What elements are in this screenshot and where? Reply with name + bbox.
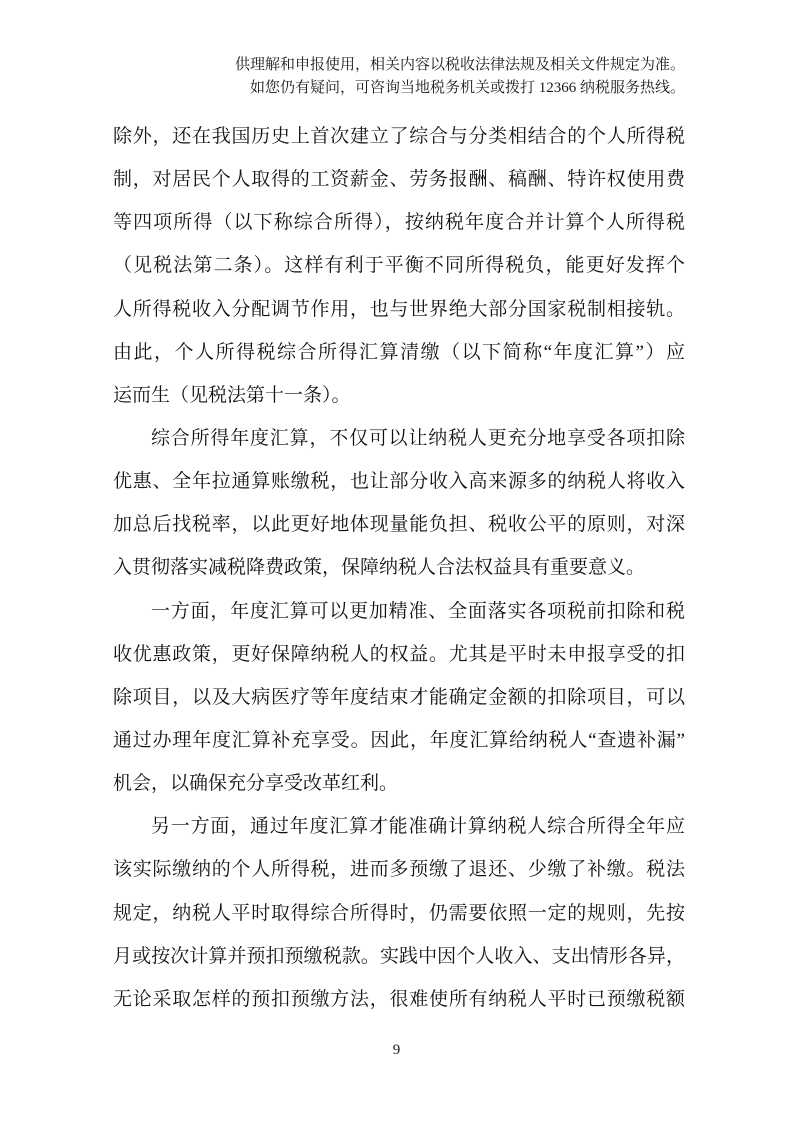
text-line: 除项目，以及大病医疗等年度结束才能确定金额的扣除项目，可以 <box>113 686 685 708</box>
header-line: 如您仍有疑问，可咨询当地税务机关或拨打 12366 纳税服务热线。 <box>249 80 685 96</box>
text-line: 运而生（见税法第十一条）。 <box>113 384 351 406</box>
text-line: 通过办理年度汇算补充享受。因此，年度汇算给纳税人“查遗补漏” <box>113 729 685 751</box>
text-line: 人所得税收入分配调节作用，也与世界绝大部分国家税制相接轨。 <box>113 298 685 320</box>
text-line: 一方面，年度汇算可以更加精准、全面落实各项税前扣除和税 <box>151 600 685 622</box>
text-line: 由此，个人所得税综合所得汇算清缴（以下简称“年度汇算”）应 <box>113 341 685 363</box>
text-line: 机会，以确保充分享受改革红利。 <box>113 773 399 795</box>
text-line: 规定，纳税人平时取得综合所得时，仍需要依照一定的规则，先按 <box>113 902 685 924</box>
text-line: 另一方面，通过年度汇算才能准确计算纳税人综合所得全年应 <box>151 816 685 838</box>
text-line: （见税法第二条）。这样有利于平衡不同所得税负，能更好发挥个 <box>113 255 685 277</box>
body-text <box>113 115 685 1021</box>
paragraph <box>113 805 685 1021</box>
paragraph <box>113 417 685 590</box>
text-line: 入贯彻落实减税降费政策，保障纳税人合法权益具有重要意义。 <box>113 557 646 579</box>
text-line: 综合所得年度汇算，不仅可以让纳税人更充分地享受各项扣除 <box>151 427 685 449</box>
header-line: 供理解和申报使用，相关内容以税收法律法规及相关文件规定为准。 <box>234 57 685 73</box>
paragraph <box>113 115 685 417</box>
page-number: 9 <box>392 1042 401 1058</box>
text-line: 月或按次计算并预扣预缴税款。实践中因个人收入、支出情形各异， <box>113 945 685 967</box>
paragraph <box>113 590 685 806</box>
text-line: 优惠、全年拉通算账缴税，也让部分收入高来源多的纳税人将收入 <box>113 471 685 493</box>
text-line: 无论采取怎样的预扣预缴方法，很难使所有纳税人平时已预缴税额 <box>113 988 685 1010</box>
text-line: 该实际缴纳的个人所得税，进而多预缴了退还、少缴了补缴。税法 <box>113 859 685 881</box>
text-line: 制，对居民个人取得的工资薪金、劳务报酬、稿酬、特许权使用费 <box>113 169 685 191</box>
page-header-note <box>0 54 685 100</box>
text-line: 除外，还在我国历史上首次建立了综合与分类相结合的个人所得税 <box>113 126 685 147</box>
text-line: 加总后找税率，以此更好地体现量能负担、税收公平的原则，对深 <box>113 514 685 536</box>
text-line: 等四项所得（以下称综合所得），按纳税年度合并计算个人所得税 <box>113 212 685 234</box>
text-line: 收优惠政策，更好保障纳税人的权益。尤其是平时未申报享受的扣 <box>113 643 685 665</box>
